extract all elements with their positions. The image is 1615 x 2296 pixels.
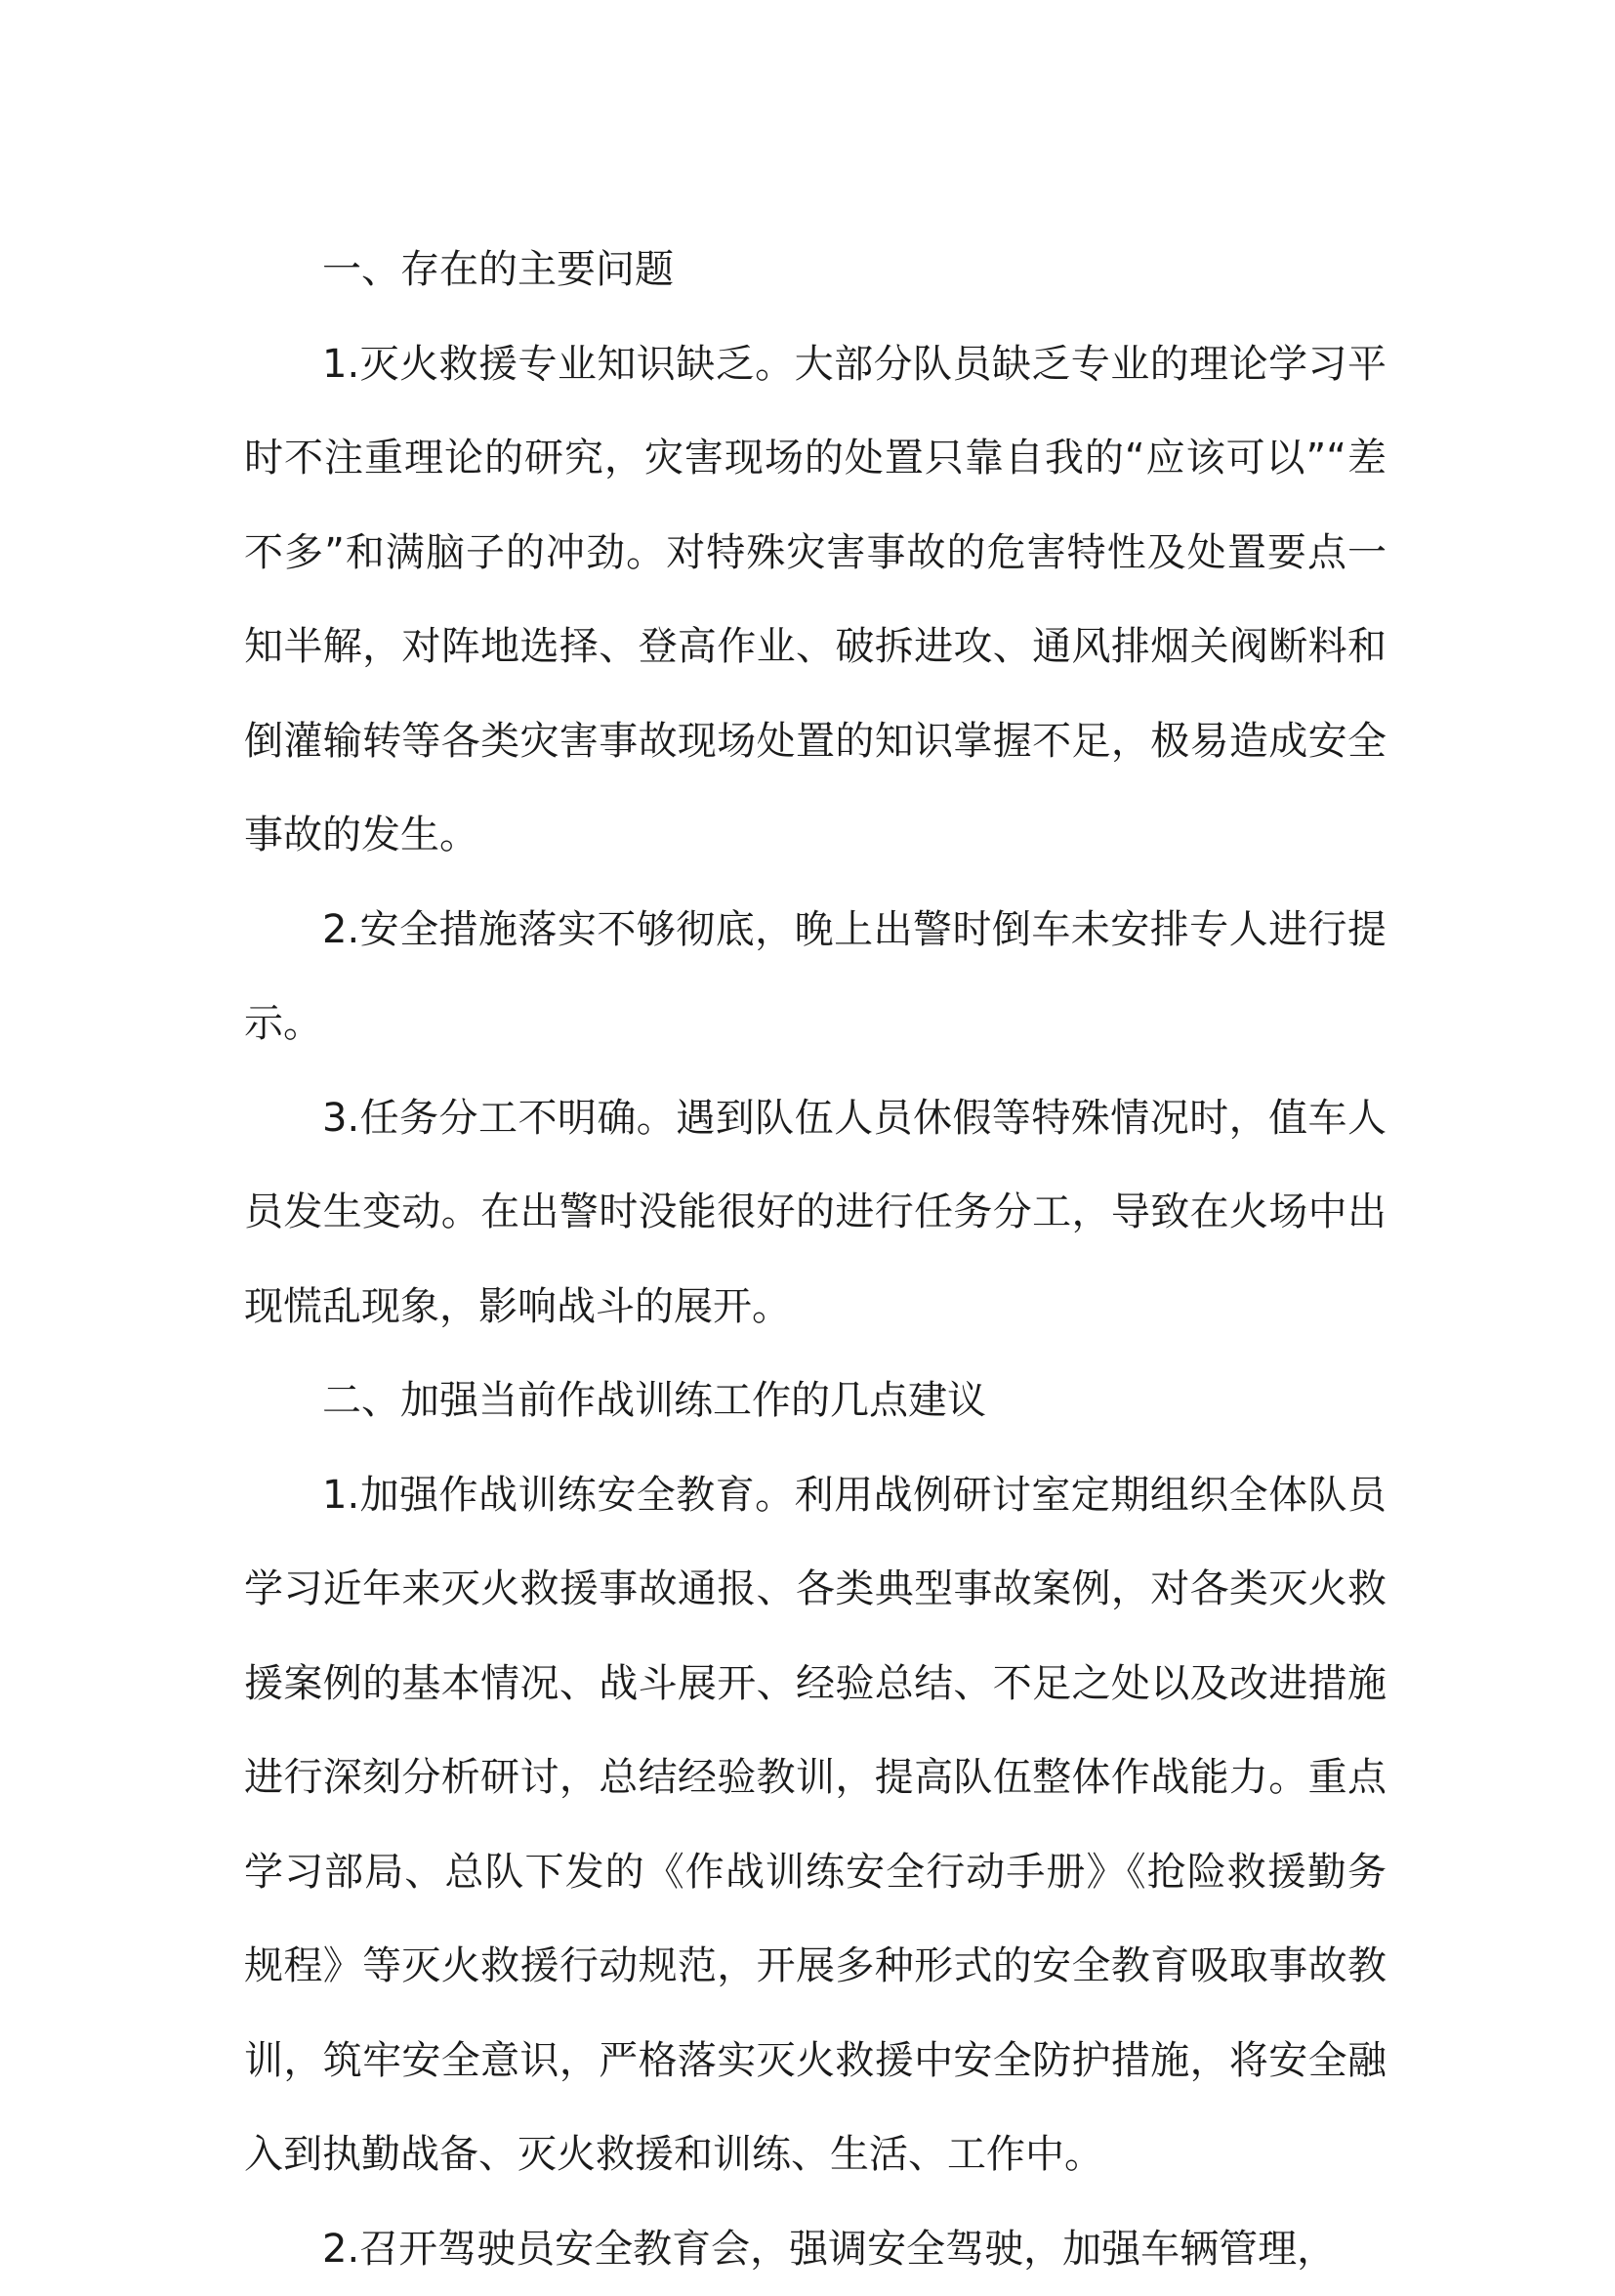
section-heading-suggestions: 二、加强当前作战训练工作的几点建议 [244,1354,1387,1448]
paragraph-suggestion-2: 2.召开驾驶员安全教育会，强调安全驾驶，加强车辆管理， [244,2202,1387,2296]
section-heading-problems: 一、存在的主要问题 [244,223,1387,317]
paragraph-suggestion-1: 1.加强作战训练安全教育。利用战例研讨室定期组织全体队员学习近年来灭火救援事故通报、各类典型事故案例，对各类灭火救援案例的基本情况、战斗展开、经验总结、不足之处以及改进措施进行深刻分析研讨，总结经验教训，提高队伍整体作战能力。重点学习部局、总队下发的《作战训练安全行动手册》《抢险救援勤务规程》等灭火救援行动规范，开展多种形式的安全教育吸取事故教训，筑牢安全意识，严格落实灭火救援中安全防护措施，将安全融入到执勤战备、灭火救援和训练、生活、工作中。 [244,1448,1387,2202]
paragraph-problem-2: 2.安全措施落实不够彻底，晚上出警时倒车未安排专人进行提示。 [244,883,1387,1071]
paragraph-problem-3: 3.任务分工不明确。遇到队伍人员休假等特殊情况时，值车人员发生变动。在出警时没能很好的进行任务分工，导致在火场中出现慌乱现象，影响战斗的展开。 [244,1071,1387,1355]
document-body [244,223,1387,2296]
paragraph-problem-1: 1.灭火救援专业知识缺乏。大部分队员缺乏专业的理论学习平时不注重理论的研究，灾害现场的处置只靠自我的“应该可以”“差不多”和满脑子的冲劲。对特殊灾害事故的危害特性及处置要点一知半解，对阵地选择、登高作业、破拆进攻、通风排烟关阀断料和倒灌输转等各类灾害事故现场处置的知识掌握不足，极易造成安全事故的发生。 [244,317,1387,883]
